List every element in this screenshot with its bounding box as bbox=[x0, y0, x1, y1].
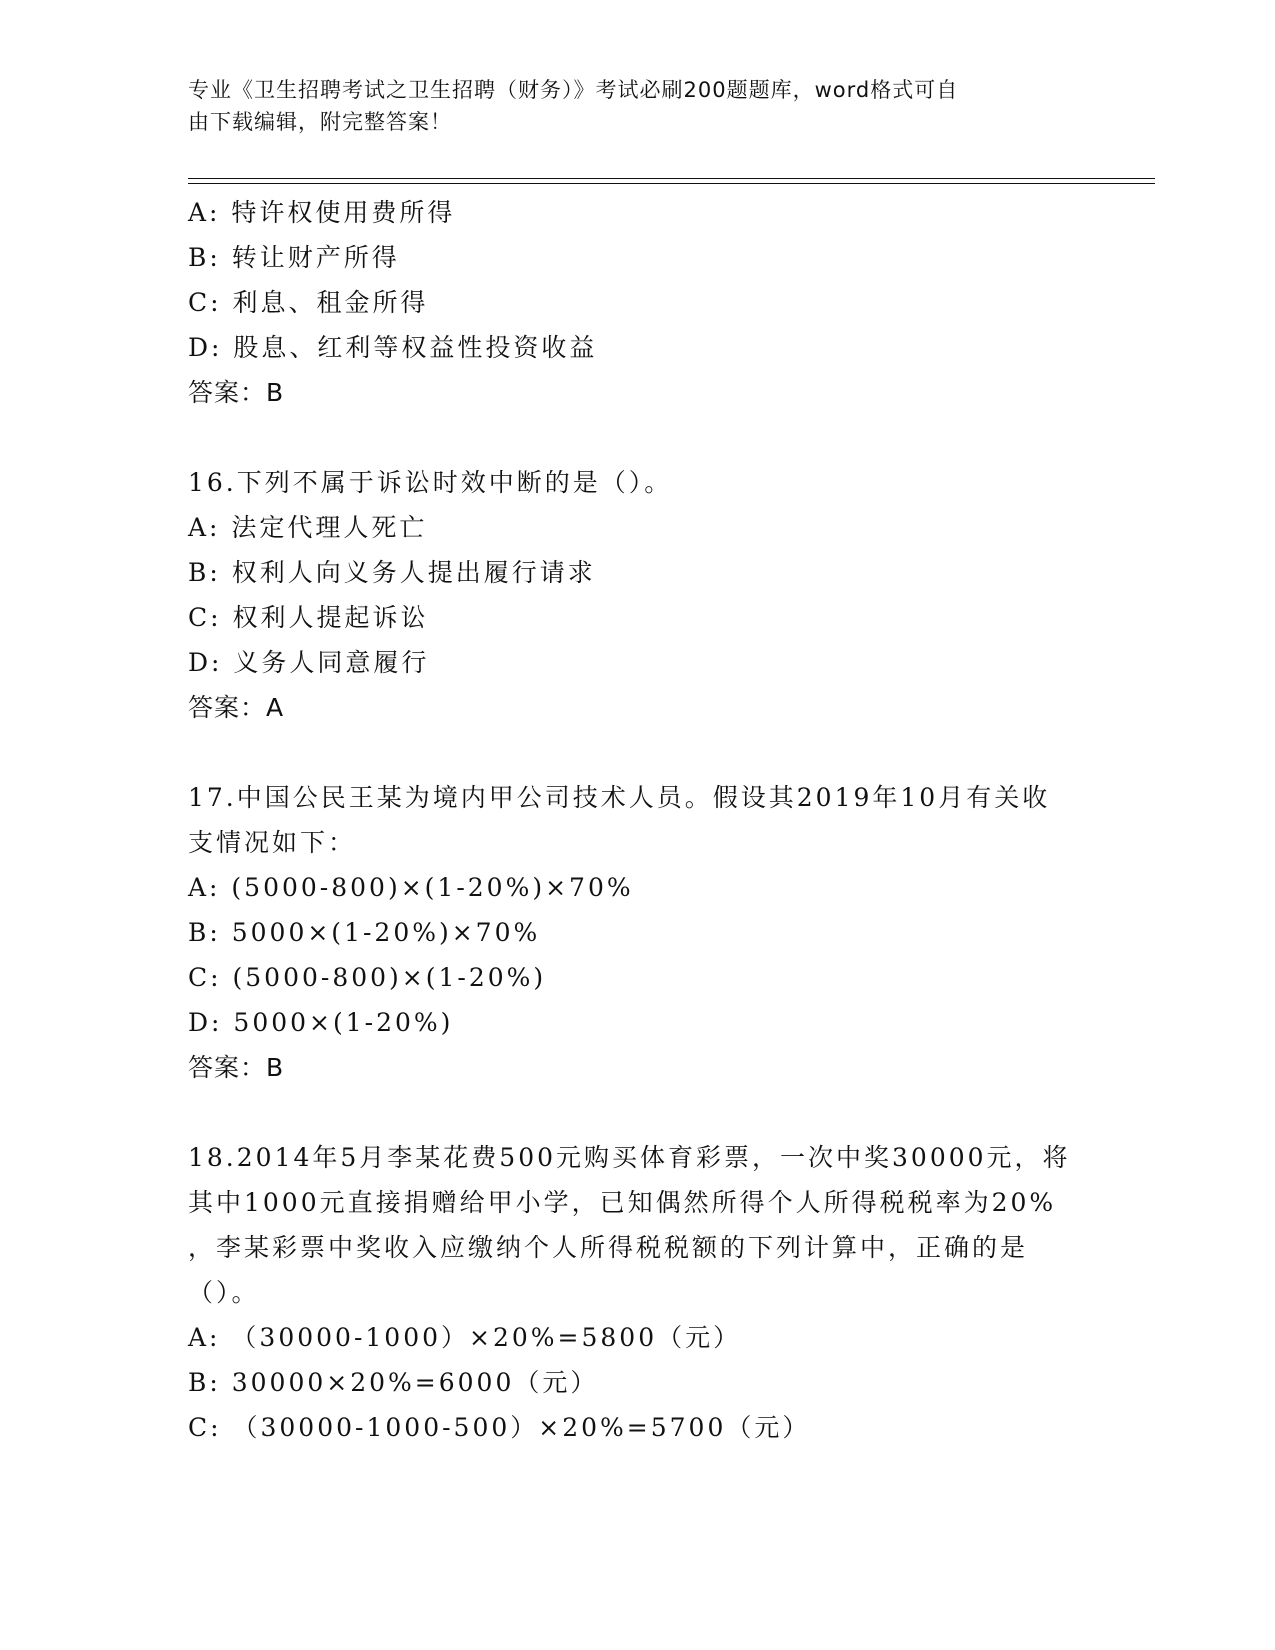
question-block bbox=[188, 1135, 1088, 1450]
header-rule-thin bbox=[188, 183, 1155, 184]
question-text-continued: 支情况如下： bbox=[188, 828, 357, 857]
question-block bbox=[188, 460, 1088, 730]
option-c: C: 权利人提起诉讼 bbox=[188, 603, 429, 632]
answer-line: 答案：A bbox=[188, 693, 285, 722]
option-a: A: (5000-800)×(1-20%)×70% bbox=[188, 873, 634, 902]
option-d: D: 5000×(1-20%) bbox=[188, 1008, 454, 1037]
header-line-1: 专业《卫生招聘考试之卫生招聘（财务）》考试必刷200题题库，word格式可自 bbox=[188, 78, 959, 102]
option-a: A: 特许权使用费所得 bbox=[188, 198, 456, 227]
option-a: A: 法定代理人死亡 bbox=[188, 513, 428, 542]
option-b: B: 30000×20%=6000（元） bbox=[188, 1368, 599, 1397]
answer-line: 答案：B bbox=[188, 1053, 285, 1082]
option-b: B: 权利人向义务人提出履行请求 bbox=[188, 558, 596, 587]
question-text-continued: （）。 bbox=[188, 1278, 260, 1307]
question-block bbox=[188, 775, 1088, 1090]
option-c: C: 利息、租金所得 bbox=[188, 288, 429, 317]
question-list bbox=[188, 190, 1088, 1450]
question-text: 16.下列不属于诉讼时效中断的是（）。 bbox=[188, 468, 673, 497]
question-block bbox=[188, 190, 1088, 415]
block-spacer bbox=[188, 1090, 1088, 1135]
question-text: 18.2014年5月李某花费500元购买体育彩票，一次中奖30000元，将 bbox=[188, 1143, 1071, 1172]
question-text: 17.中国公民王某为境内甲公司技术人员。假设其2019年10月有关收 bbox=[188, 783, 1051, 812]
answer-line: 答案：B bbox=[188, 378, 285, 407]
document-header bbox=[188, 74, 1068, 138]
block-spacer bbox=[188, 730, 1088, 775]
option-d: D: 股息、红利等权益性投资收益 bbox=[188, 333, 598, 362]
option-b: B: 转让财产所得 bbox=[188, 243, 400, 272]
option-a: A: （30000-1000）×20%=5800（元） bbox=[188, 1323, 742, 1352]
option-b: B: 5000×(1-20%)×70% bbox=[188, 918, 541, 947]
option-d: D: 义务人同意履行 bbox=[188, 648, 430, 677]
header-line-2: 由下载编辑，附完整答案！ bbox=[188, 110, 452, 134]
option-c: C: （30000-1000-500）×20%=5700（元） bbox=[188, 1413, 811, 1442]
block-spacer bbox=[188, 415, 1088, 460]
header-rule-thick bbox=[188, 178, 1155, 179]
option-c: C: (5000-800)×(1-20%) bbox=[188, 963, 547, 992]
question-text-continued: ，李某彩票中奖收入应缴纳个人所得税税额的下列计算中，正确的是 bbox=[188, 1233, 1029, 1262]
question-text-continued: 其中1000元直接捐赠给甲小学，已知偶然所得个人所得税税率为20% bbox=[188, 1188, 1057, 1217]
